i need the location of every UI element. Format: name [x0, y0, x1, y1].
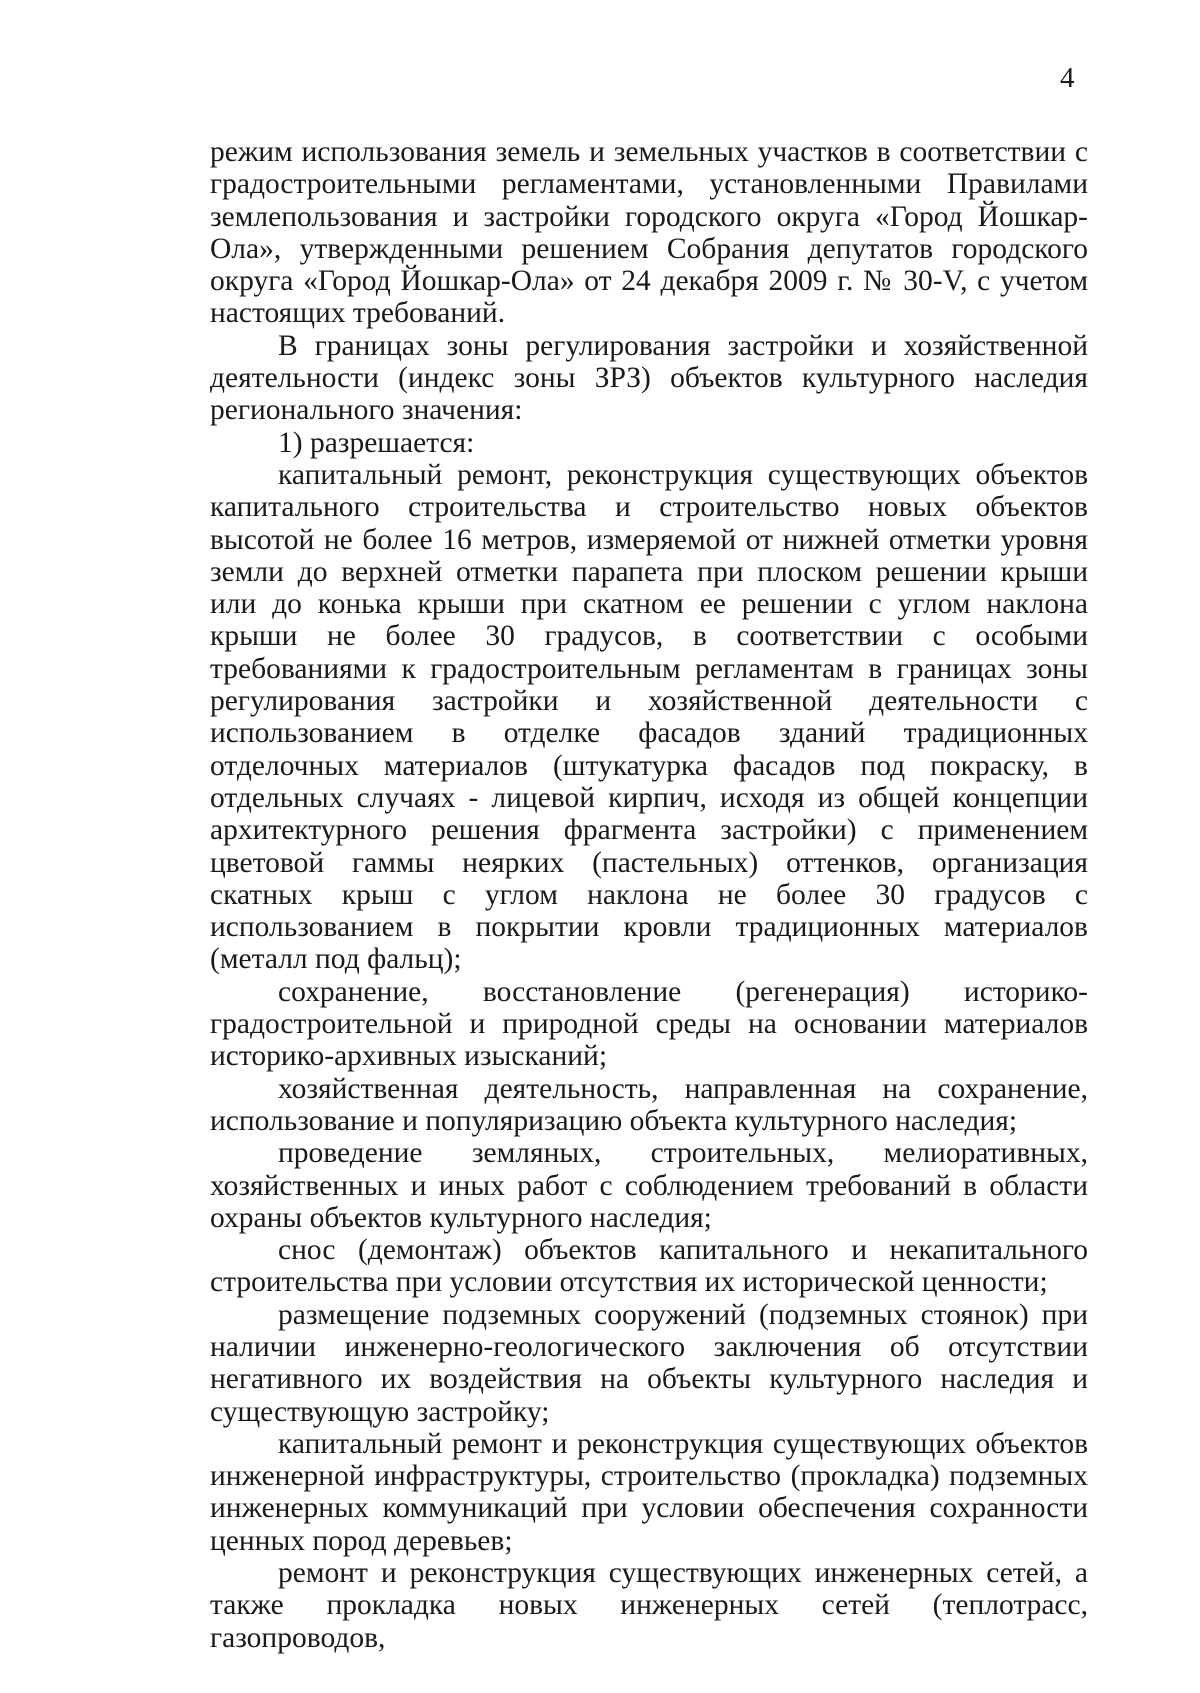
paragraph-capital-repair: капитальный ремонт, реконструкция существующих объектов капитального строительства и строительство новых объектов высотой не более 16 метров, измеряемой от нижней отметки уровня земли до верхней отметки парапета при плоском решении крыши или до конька крыши при скатном ее решении с углом наклона крыши не более 30 градусов, в соответствии с особыми требованиями к градостроительным регламентам в границах зоны регулирования застройки и хозяйственной деятельности с использованием в отделке фасадов зданий традиционных отделочных материалов (штукатурка фасадов под покраску, в отдельных случаях - лицевой кирпич, исходя из общей концепции архитектурного решения фрагмента застройки) с применением цветовой гаммы неярких (пастельных) оттенков, организация скатных крыш с углом наклона не более 30 градусов с использованием в покрытии кровли традиционных материалов (металл под фальц);: [210, 458, 1088, 976]
paragraph-engineering-infrastructure: капитальный ремонт и реконструкция существующих объектов инженерной инфраструктуры, строительство (прокладка) подземных инженерных коммуникаций при условии обеспечения сохранности ценных пород деревьев;: [210, 1427, 1088, 1557]
paragraph-earthworks: проведение земляных, строительных, мелиоративных, хозяйственных и иных работ с соблюдением требований в области охраны объектов культурного наследия;: [210, 1137, 1088, 1234]
paragraph-engineering-networks: ремонт и реконструкция существующих инженерных сетей, а также прокладка новых инженерных сетей (теплотрасс, газопроводов,: [210, 1557, 1088, 1654]
document-body: [210, 136, 1088, 1654]
paragraph-land-use-regime: режим использования земель и земельных участков в соответствии с градостроительными регламентами, установленными Правилами землепользования и застройки городского округа «Город Йошкар-Ола», утвержденными решением Собрания депутатов городского округа «Город Йошкар-Ола» от 24 декабря 2009 г. № 30-V, с учетом настоящих требований.: [210, 136, 1088, 330]
paragraph-preservation: сохранение, восстановление (регенерация) историко-градостроительной и природной среды на основании материалов историко-архивных изысканий;: [210, 975, 1088, 1073]
paragraph-demolition: снос (демонтаж) объектов капитального и некапитального строительства при условии отсутствия их исторической ценности;: [210, 1234, 1088, 1299]
paragraph-underground-structures: размещение подземных сооружений (подземных стоянок) при наличии инженерно-геологического заключения об отсутствии негативного их воздействия на объекты культурного наследия и существующую застройку;: [210, 1298, 1088, 1428]
paragraph-allowed-heading: 1) разрешается:: [278, 426, 475, 459]
page-number: 4: [1060, 62, 1075, 94]
paragraph-economic-activity: хозяйственная деятельность, направленная на сохранение, использование и популяризацию объекта культурного наследия;: [210, 1072, 1088, 1137]
paragraph-zone-intro: В границах зоны регулирования застройки и хозяйственной деятельности (индекс зоны ЗРЗ) объектов культурного наследия регионального значения:: [210, 329, 1088, 427]
